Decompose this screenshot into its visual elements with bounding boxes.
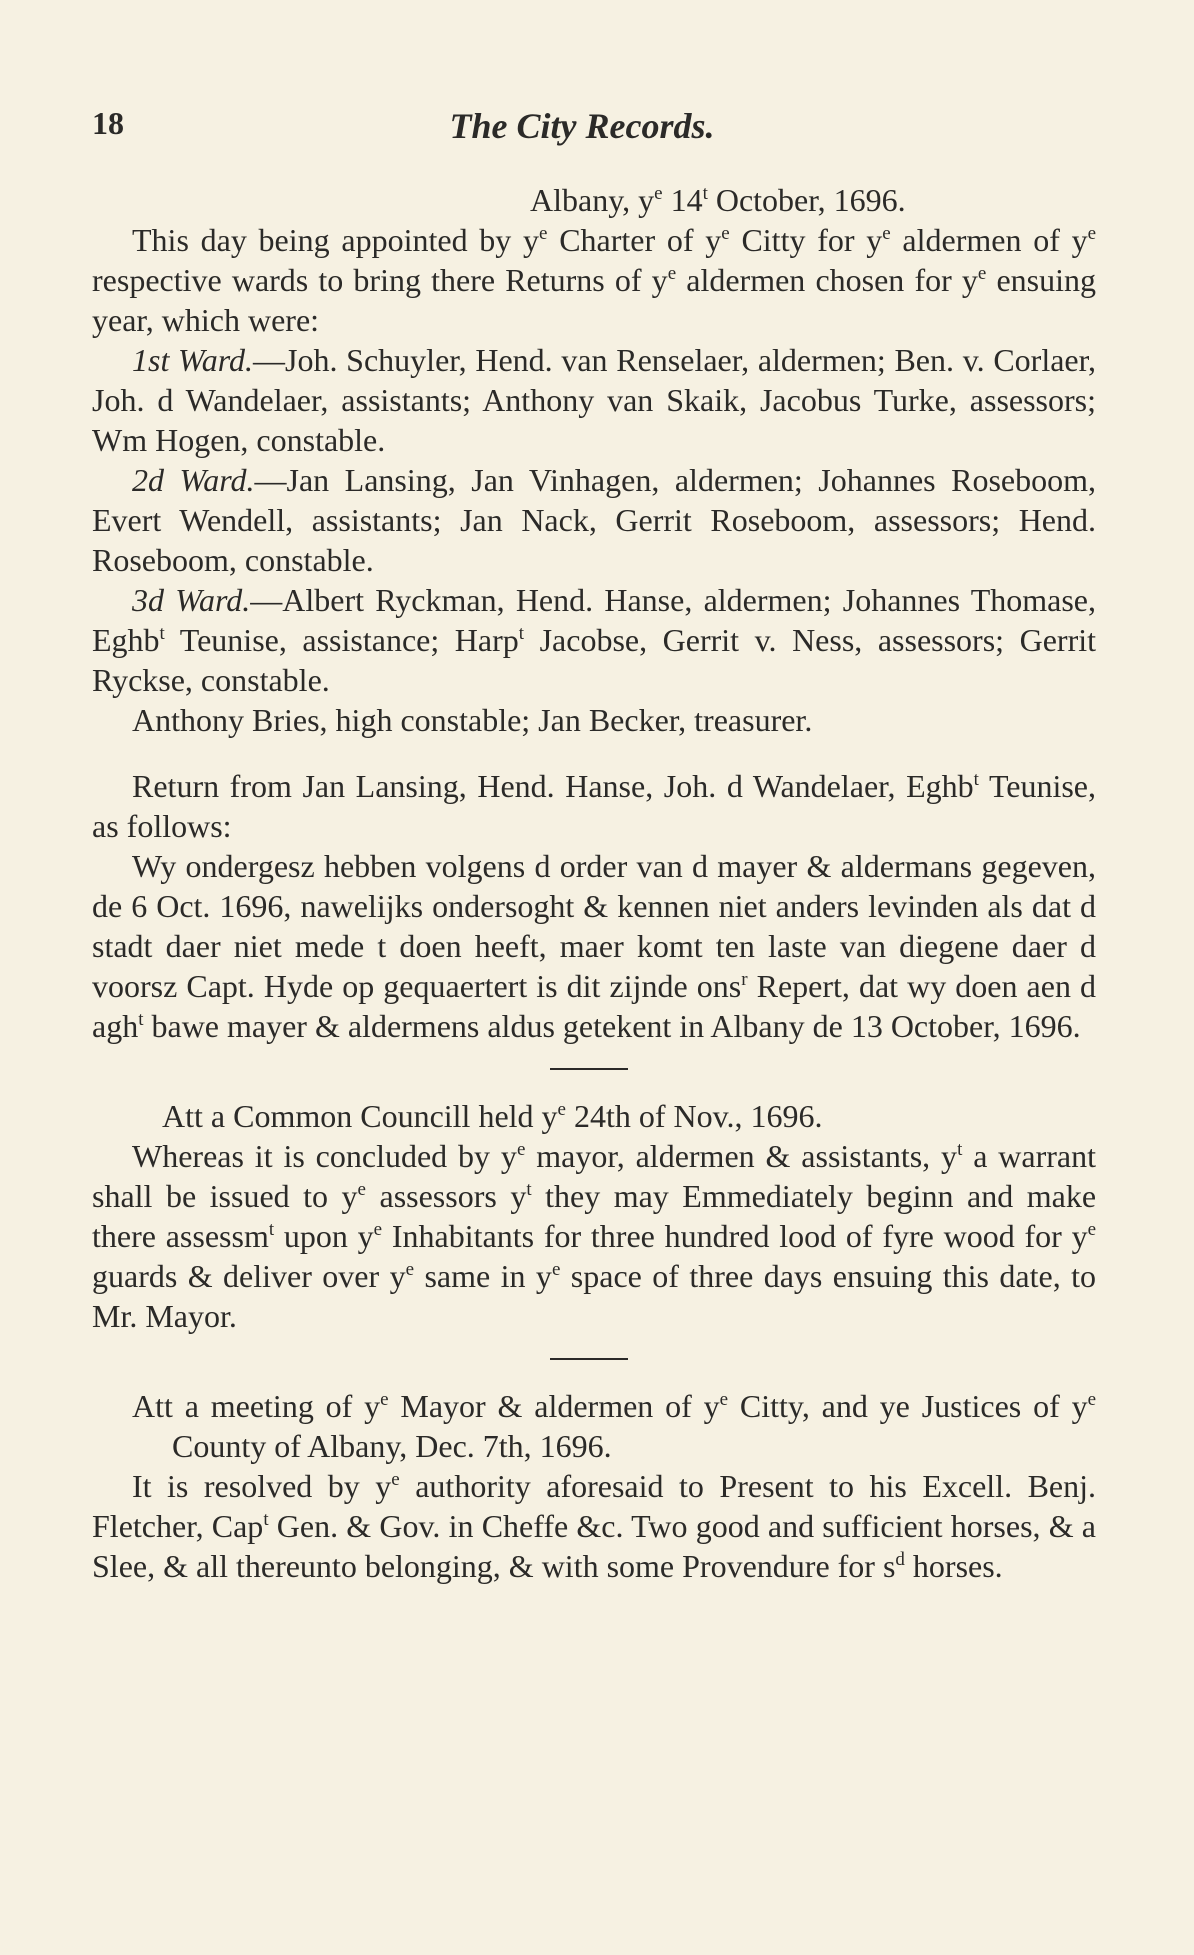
meeting-heading: Att a meeting of $y^e$ Mayor & aldermen of $y^e$ Citty, and ye Justices of $y^e$ County of Albany, Dec. 7th, 1696. <box>132 1388 1097 1464</box>
running-title: The City Records. <box>449 106 715 146</box>
page-body <box>92 180 1096 1586</box>
page-number: 18 <box>92 105 124 141</box>
section-divider <box>550 1358 628 1360</box>
dutch-return-text: Wy ondergesz hebben volgens d order van d mayer & aldermans gegeven, de 6 Oct. 1696, nawelijks ondersoght & kennen niet anders levinden als dat d stadt daer niet mede t doen heeft, maer komt ten laste van diegene daer d voorsz Capt. Hyde op gequaertert is dit zijnde ons$^r$ Repert, dat wy doen aen d agh$^t$ bawe mayer & aldermens aldus getekent in Albany de 13 October, 1696. <box>92 848 1097 1044</box>
dateline: Albany, $y^e$ 14$^t$ October, 1696. <box>530 182 906 218</box>
meeting-resolution: It is resolved by $y^e$ authority aforesaid to Present to his Excell. Benj. Fletcher, Cap$^t$ Gen. & Gov. in Cheffe &c. Two good and sufficient horses, & a Slee, & all thereunto belonging, & with some Provendure for $s^d$ horses. <box>92 1468 1097 1584</box>
return-intro: Return from Jan Lansing, Hend. Hanse, Joh. d Wandelaer, Eghb$^t$ Teunise, as follows: <box>92 768 1097 844</box>
ward-3-paragraph: 3d Ward.—Albert Ryckman, Hend. Hanse, aldermen; Johannes Thomase, Eghb$^t$ Teunise, assistance; Harp$^t$ Jacobse, Gerrit v. Ness, assessors; Gerrit Ryckse, constable. <box>92 582 1097 698</box>
page-header <box>92 105 1092 155</box>
council-resolution: Whereas it is concluded by $y^e$ mayor, aldermen & assistants, $y^t$ a warrant shall be issued to $y^e$ assessors $y^t$ they may Emmediately beginn and make there assessm$^t$ upon $y^e$ Inhabitants for three hundred lood of fyre wood for $y^e$ guards & deliver over $y^e$ same in $y^e$ space of three days ensuing this date, to Mr. Mayor. <box>92 1138 1097 1334</box>
officers-paragraph: Anthony Bries, high constable; Jan Becker, treasurer. <box>132 702 813 738</box>
ward-1-paragraph: 1st Ward.—Joh. Schuyler, Hend. van Renselaer, aldermen; Ben. v. Corlaer, Joh. d Wandelaer, assistants; Anthony van Skaik, Jacobus Turke, assessors; Wm Hogen, constable. <box>92 342 1097 458</box>
paragraph: This day being appointed by $y^e$ Charter of $y^e$ Citty for $y^e$ aldermen of $y^e$ respective wards to bring there Returns of $y^e$ aldermen chosen for $y^e$ ensuing year, which were: <box>92 222 1097 338</box>
section-divider <box>550 1068 628 1070</box>
council-heading: Att a Common Councill held $y^e$ 24th of Nov., 1696. <box>162 1098 823 1134</box>
ward-2-paragraph: 2d Ward.—Jan Lansing, Jan Vinhagen, aldermen; Johannes Roseboom, Evert Wendell, assistants; Jan Nack, Gerrit Roseboom, assessors; Hend. Roseboom, constable. <box>92 462 1097 578</box>
